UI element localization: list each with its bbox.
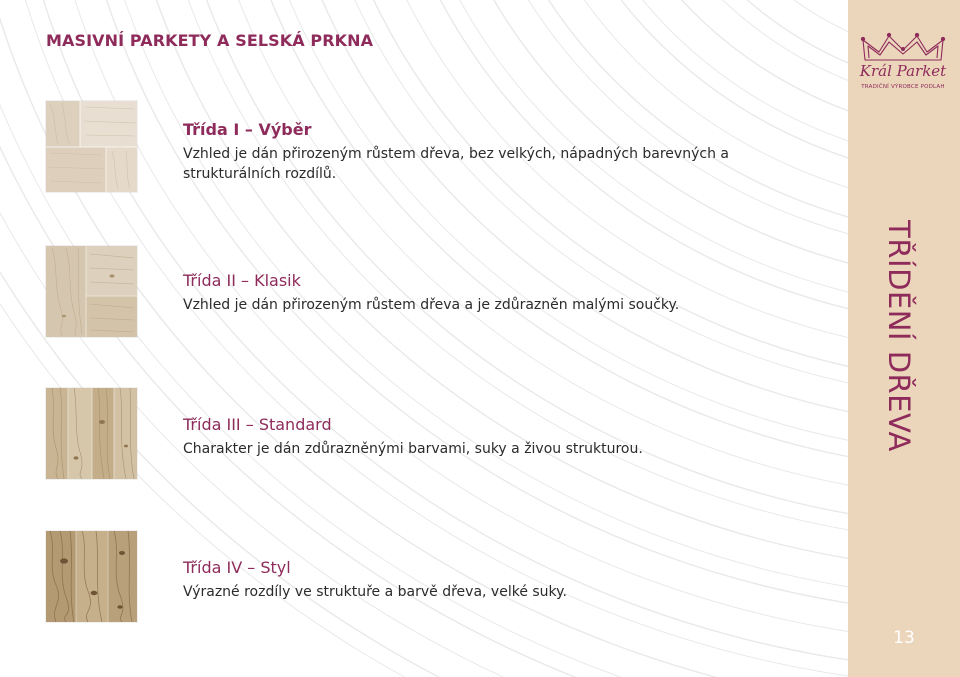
- wood-sample-grade-2: [46, 246, 137, 337]
- header-title: MASIVNÍ PARKETY A SELSKÁ PRKNA: [46, 31, 374, 50]
- side-title-area: [859, 200, 939, 472]
- wood-sample-grade-4: [46, 531, 137, 622]
- crown-icon: [861, 33, 944, 60]
- grade-1-title: Třída I – Výběr: [183, 120, 312, 139]
- brand-logo-wordmark: Král Parket: [859, 62, 947, 80]
- tree-ring: [686, 0, 848, 40]
- grade-1-block: [183, 120, 823, 184]
- grade-2-title: Třída II – Klasik: [183, 271, 301, 290]
- tree-ring: [656, 0, 848, 68]
- page-number: 13: [893, 628, 915, 648]
- grade-4-title: Třída IV – Styl: [183, 558, 291, 577]
- grade-3-block: [183, 415, 823, 459]
- grade-3-title: Třída III – Standard: [183, 415, 332, 434]
- grade-3-description: Charakter je dán zdůrazněnými barvami, suky a živou strukturou.: [183, 441, 643, 457]
- grade-4-description: Výrazné rozdíly ve struktuře a barvě dřeva, velké suky.: [183, 584, 567, 600]
- tree-ring: [34, 0, 848, 644]
- side-title: TŘÍDĚNÍ DŘEVA: [882, 220, 916, 452]
- wood-sample-grade-3: [46, 388, 137, 479]
- wood-sample-grade-1: [46, 101, 137, 192]
- tree-ring: [219, 0, 848, 472]
- tree-ring: [314, 0, 848, 384]
- brand-tagline: TRADIČNÍ VÝROBCE PODLAH: [861, 84, 945, 90]
- tree-ring: [578, 0, 848, 140]
- grade-2-description: Vzhled je dán přirozeným růstem dřeva a je zdůrazněn malými součky.: [183, 297, 680, 313]
- grade-4-block: [183, 558, 823, 602]
- tree-ring: [267, 0, 848, 428]
- grade-2-block: [183, 271, 823, 315]
- grade-1-description: Vzhled je dán přirozeným růstem dřeva, bez velkých, nápadných barevných a strukturálních rozdílů.: [183, 146, 729, 182]
